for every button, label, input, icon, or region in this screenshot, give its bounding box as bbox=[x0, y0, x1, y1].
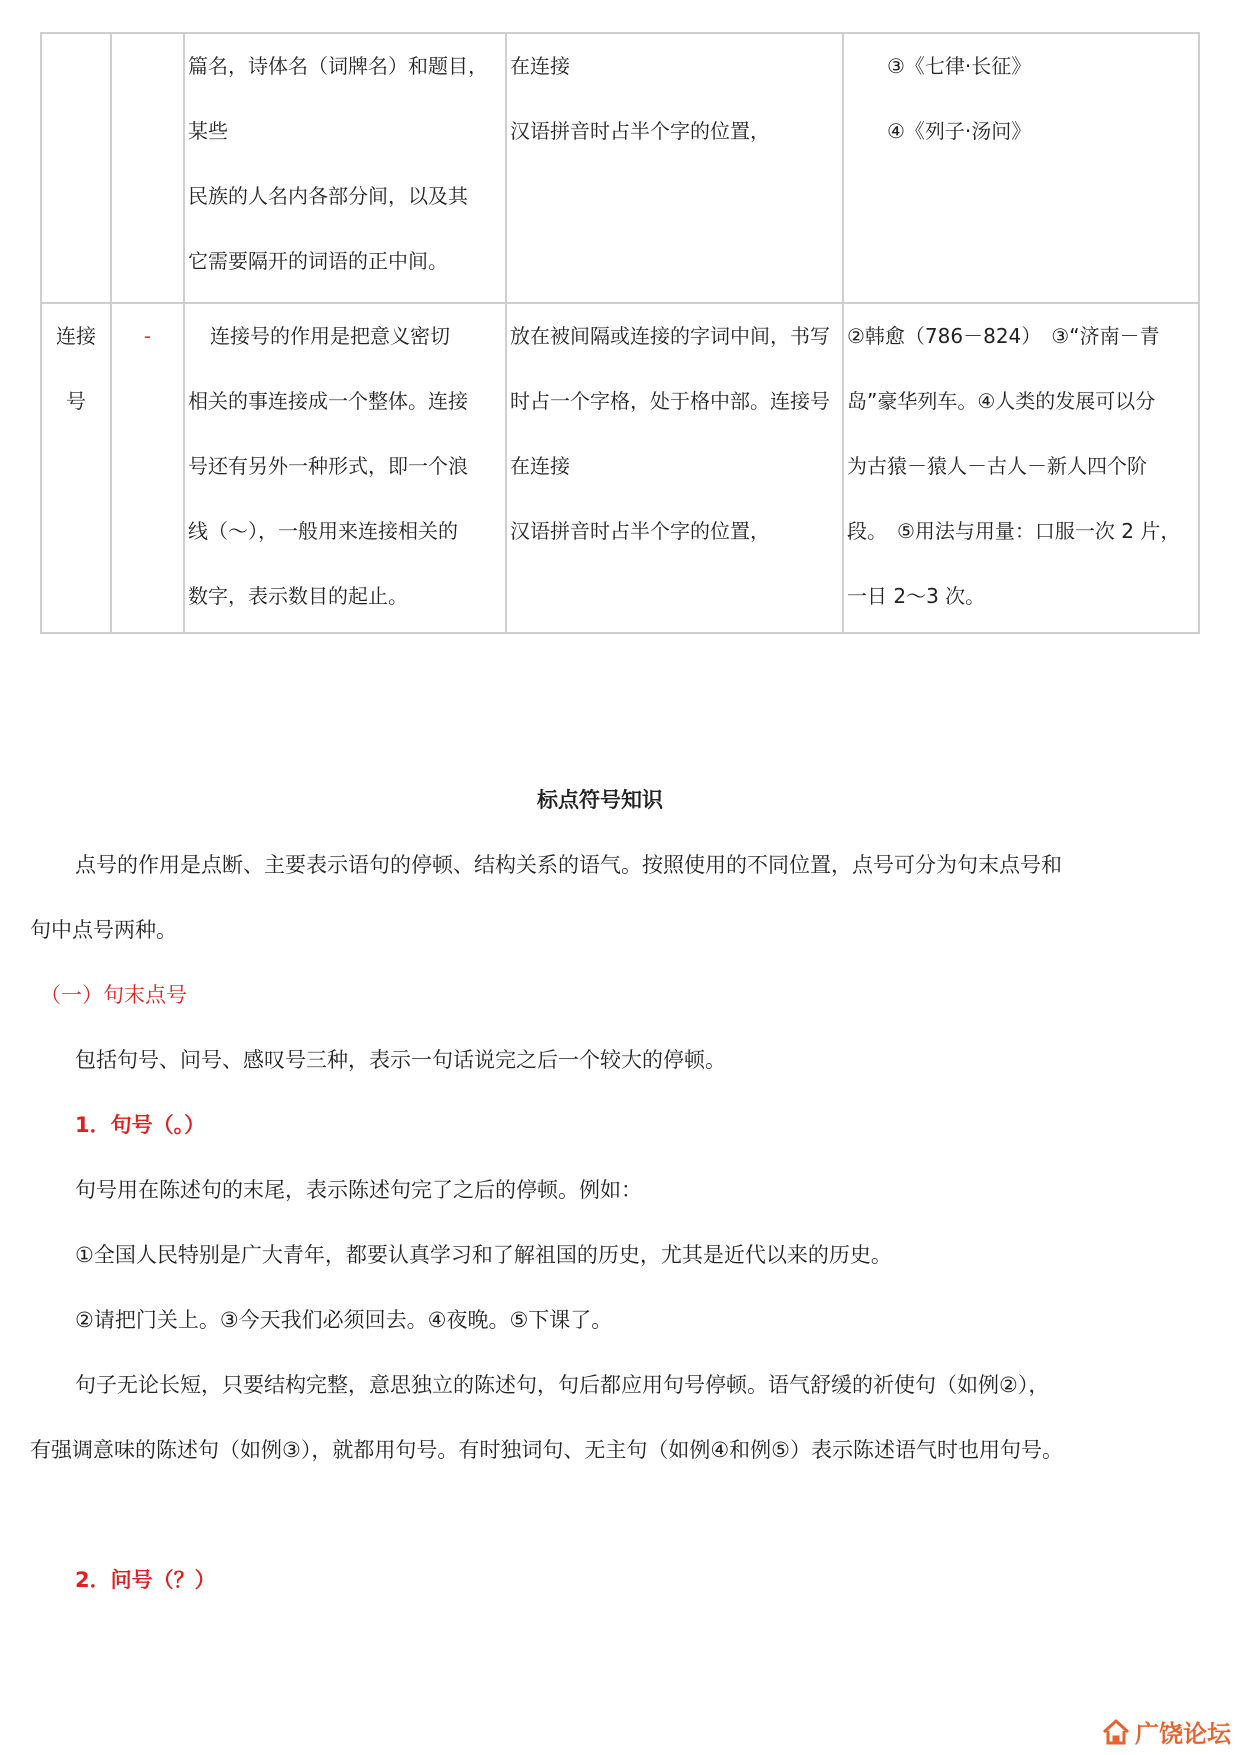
usage-line: 某些 bbox=[188, 119, 228, 143]
examples-cell bbox=[843, 33, 1199, 303]
usage-line: 相关的事连接成一个整体。连接 bbox=[188, 389, 468, 413]
section-description: 包括句号、问号、感叹号三种，表示一句话说完之后一个较大的停顿。 bbox=[75, 1048, 726, 1072]
position-cell bbox=[506, 33, 843, 303]
usage-cell bbox=[184, 33, 506, 303]
example-sentence: ②请把门关上。③今天我们必须回去。④夜晚。⑤下课了。 bbox=[75, 1308, 613, 1332]
name-cell bbox=[41, 33, 111, 303]
example-line: ④《列子·汤问》 bbox=[887, 119, 1032, 143]
position-line: 放在被间隔或连接的字词中间，书写 bbox=[510, 324, 830, 348]
section-heading: （一）句末点号 bbox=[40, 983, 187, 1007]
item-heading: 2．问号（？） bbox=[75, 1568, 216, 1592]
examples-cell bbox=[843, 303, 1199, 633]
name-line: 连接 bbox=[56, 324, 96, 348]
example-line: ②韩愈（786－824） ③“济南－青 bbox=[847, 324, 1160, 348]
watermark-text: 广饶论坛 bbox=[1135, 1720, 1231, 1748]
usage-line: 号还有另外一种形式，即一个浪 bbox=[188, 454, 468, 478]
position-line: 时占一个字格，处于格中部。连接号 bbox=[510, 389, 830, 413]
symbol-cell bbox=[111, 303, 184, 633]
position-cell bbox=[506, 303, 843, 633]
usage-cell bbox=[184, 303, 506, 633]
example-line: 段。 ⑤用法与用量：口服一次 2 片， bbox=[847, 519, 1181, 543]
position-line: 在连接 bbox=[510, 454, 570, 478]
example-sentence: ①全国人民特别是广大青年，都要认真学习和了解祖国的历史，尤其是近代以来的历史。 bbox=[75, 1243, 892, 1267]
name-line: 号 bbox=[66, 389, 86, 413]
usage-line: 数字，表示数目的起止。 bbox=[188, 584, 408, 608]
intro-paragraph: 点号的作用是点断、主要表示语句的停顿、结构关系的语气。按照使用的不同位置，点号可分为句末点号和句中点号两种。 bbox=[30, 853, 1062, 942]
example-line: ③《七律·长征》 bbox=[887, 54, 1032, 78]
name-cell bbox=[41, 303, 111, 633]
usage-line: 线（～），一般用来连接相关的 bbox=[188, 519, 458, 543]
position-line: 汉语拼音时占半个字的位置， bbox=[510, 519, 770, 543]
table-row bbox=[41, 303, 1199, 633]
explanation-paragraph: 句子无论长短，只要结构完整，意思独立的陈述句，句后都应用句号停顿。语气舒缓的祈使句（如例②），有强调意味的陈述句（如例③），就都用句号。有时独词句、无主句（如例④和例⑤）表示陈述语气时也用句号。 bbox=[30, 1373, 1063, 1462]
usage-line: 民族的人名内各部分间，以及其 bbox=[188, 184, 468, 208]
example-line: 一日 2～3 次。 bbox=[847, 584, 986, 608]
symbol-glyph: - bbox=[143, 324, 152, 348]
home-logo-icon bbox=[1101, 1717, 1131, 1747]
example-line: 为古猿－猿人－古人－新人四个阶 bbox=[847, 454, 1147, 478]
usage-line: 篇名，诗体名（词牌名）和题目， bbox=[188, 54, 488, 78]
example-line: 岛”豪华列车。④人类的发展可以分 bbox=[847, 389, 1156, 413]
item-heading: 1．句号（。） bbox=[75, 1113, 206, 1137]
table-row bbox=[41, 33, 1199, 303]
punctuation-table bbox=[40, 32, 1200, 634]
document-title: 标点符号知识 bbox=[537, 788, 663, 812]
item-description: 句号用在陈述句的末尾，表示陈述句完了之后的停顿。例如： bbox=[75, 1178, 642, 1202]
usage-line: 它需要隔开的词语的正中间。 bbox=[188, 249, 448, 273]
position-line: 在连接 bbox=[510, 54, 570, 78]
symbol-cell bbox=[111, 33, 184, 303]
position-line: 汉语拼音时占半个字的位置， bbox=[510, 119, 770, 143]
usage-line: 连接号的作用是把意义密切 bbox=[210, 324, 450, 348]
watermark bbox=[1101, 1714, 1231, 1749]
